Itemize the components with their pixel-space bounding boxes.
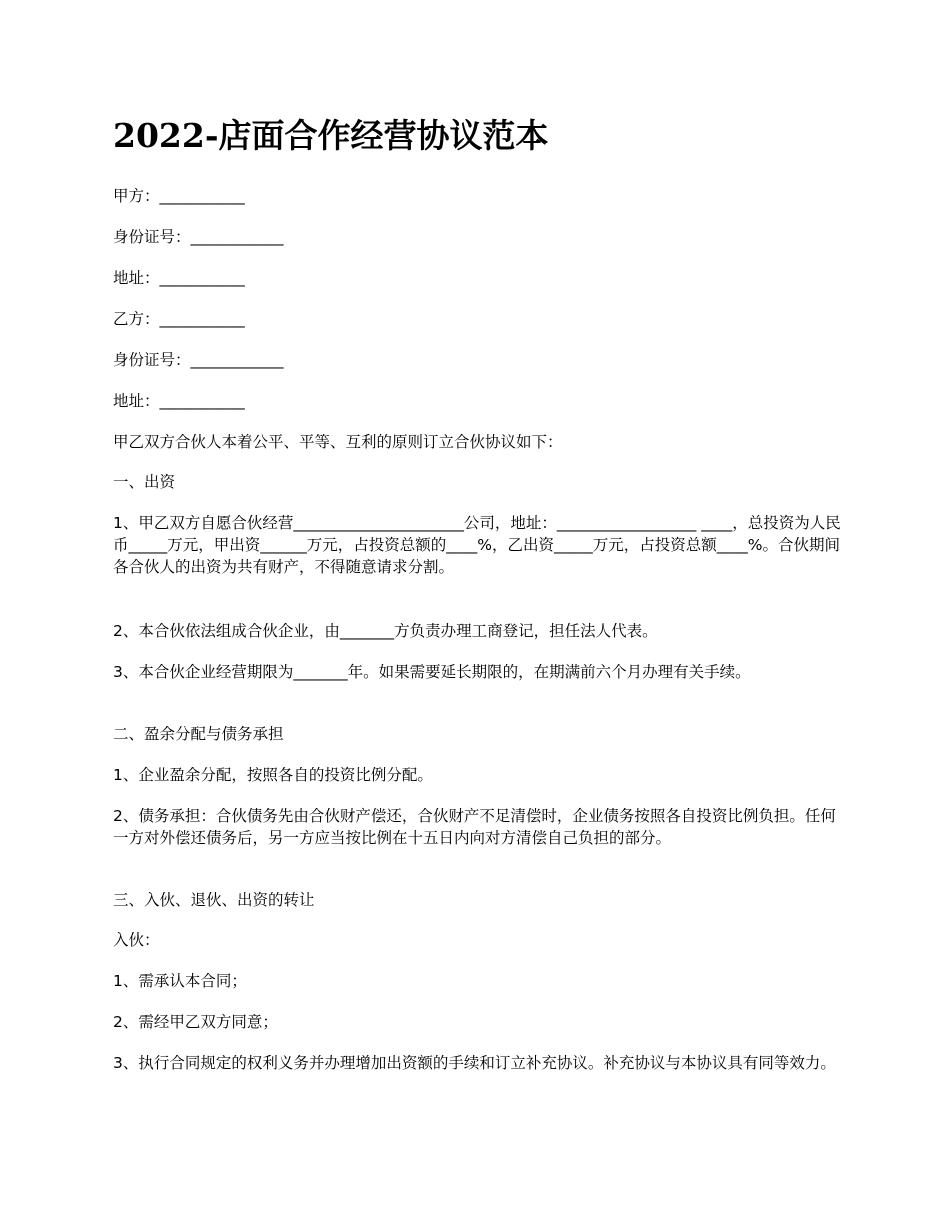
party-b-id-line: 身份证号：____________ [113, 351, 284, 369]
section-2-item-2: 2、债务承担：合伙债务先由合伙财产偿还，合伙财产不足清偿时，企业债务按照各自投资比例负担。任何一方对外偿还债务后，另一方应当按比例在十五日内向对方清偿自己负担的部分。 [113, 807, 836, 847]
party-b-line: 乙方：___________ [113, 310, 245, 328]
admission-item-3: 3、执行合同规定的权利义务并办理增加出资额的手续和订立补充协议。补充协议与本协议具有同等效力。 [113, 1054, 836, 1072]
document-title: 2022-店面合作经营协议范本 [113, 116, 549, 155]
section-1-heading: 一、出资 [113, 473, 176, 491]
section-1-item-2: 2、本合伙依法组成合伙企业，由_______方负责办理工商登记，担任法人代表。 [113, 622, 658, 640]
party-a-line: 甲方：___________ [113, 187, 245, 205]
party-a-address-line: 地址：___________ [113, 269, 245, 287]
section-1-item-1: 1、甲乙双方自愿合伙经营______________________公司，地址：__________________ ____，总投资为人民币_____万元，甲出资______万元，占投资总额的____%，乙出资_____万元，占投资总额____%。合伙期间各合伙人的出资为共有财产，不得随意请求分割。 [113, 514, 841, 576]
admission-item-1: 1、需承认本合同； [113, 972, 247, 990]
admission-heading: 入伙： [113, 931, 160, 949]
section-2-item-1: 1、企业盈余分配，按照各自的投资比例分配。 [113, 766, 433, 784]
section-1-item-3: 3、本合伙企业经营期限为_______年。如果需要延长期限的，在期满前六个月办理有关手续。 [113, 663, 751, 681]
section-3-heading: 三、入伙、退伙、出资的转让 [113, 891, 315, 909]
section-2-heading: 二、盈余分配与债务承担 [113, 725, 284, 743]
party-b-address-line: 地址：___________ [113, 392, 245, 410]
intro-paragraph: 甲乙双方合伙人本着公平、平等、互利的原则订立合伙协议如下： [113, 433, 563, 451]
admission-item-2: 2、需经甲乙双方同意； [113, 1013, 278, 1031]
party-a-id-line: 身份证号：____________ [113, 228, 284, 246]
